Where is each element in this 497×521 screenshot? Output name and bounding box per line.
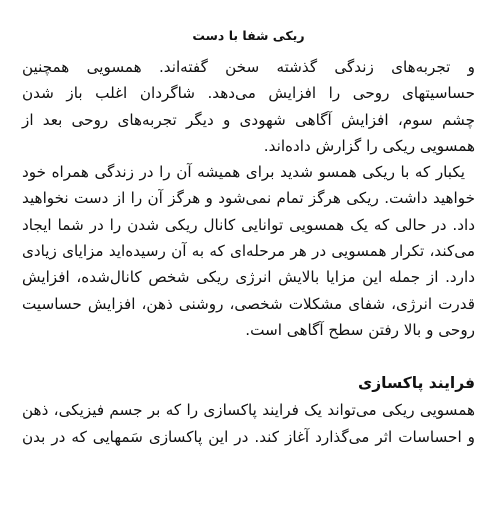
text-line: خواهید داشت. ریکی هرگز تمام نمی‌شود و هرگز آن را از دست نخواهید bbox=[22, 189, 475, 208]
text-line: قدرت انرژی، شفای مشکلات شخصی، روشنی ذهن، افزایش حساسیت bbox=[22, 294, 475, 313]
text-line: و احساسات اثر می‌گذارد آغاز کند. در این پاکسازی سَمهایی که در بدن bbox=[22, 427, 475, 446]
text-line: دارد. از جمله این مزایا بالایش انرژی ریکی شخص کانال‌شده، افزایش bbox=[22, 268, 475, 287]
text-line: چشم سوم، افزایش آگاهی شهودی و دیگر تجربه‌های روحی بعد از bbox=[22, 110, 475, 129]
text-line: و تجربه‌های زندگی گذشته سخن گفته‌اند. همسویی همچنین bbox=[22, 58, 475, 76]
text-line: داد. در حالی که یک همسویی توانایی کانال ریکی شدن را در شما ایجاد bbox=[22, 215, 475, 234]
section-spacer bbox=[22, 343, 475, 370]
text-line: همسویی ریکی می‌تواند یک فرایند پاکسازی را که بر جسم فیزیکی، ذهن bbox=[22, 401, 475, 420]
section-paragraph bbox=[22, 397, 475, 450]
running-header: ریکی شفا با دست bbox=[192, 28, 305, 43]
paragraph-1 bbox=[22, 54, 475, 159]
section-heading: فرایند پاکسازی bbox=[358, 374, 475, 393]
paragraph-2 bbox=[22, 159, 475, 343]
text-line: روحی و بالا رفتن سطح آگاهی است. bbox=[245, 320, 475, 339]
text-line: حساسیتهای روحی را افزایش می‌دهد. شاگردان اغلب باز شدن bbox=[22, 84, 475, 103]
text-line: همسویی ریکی را گزارش داده‌اند. bbox=[263, 136, 475, 155]
text-line: می‌کند، تکرار همسویی در هر مرحله‌ای که به آن رسیده‌اید مزایای زیادی bbox=[22, 242, 475, 261]
text-line: یکبار که با ریکی همسو شدید برای همیشه آن را در زندگی همراه خود bbox=[22, 163, 465, 182]
